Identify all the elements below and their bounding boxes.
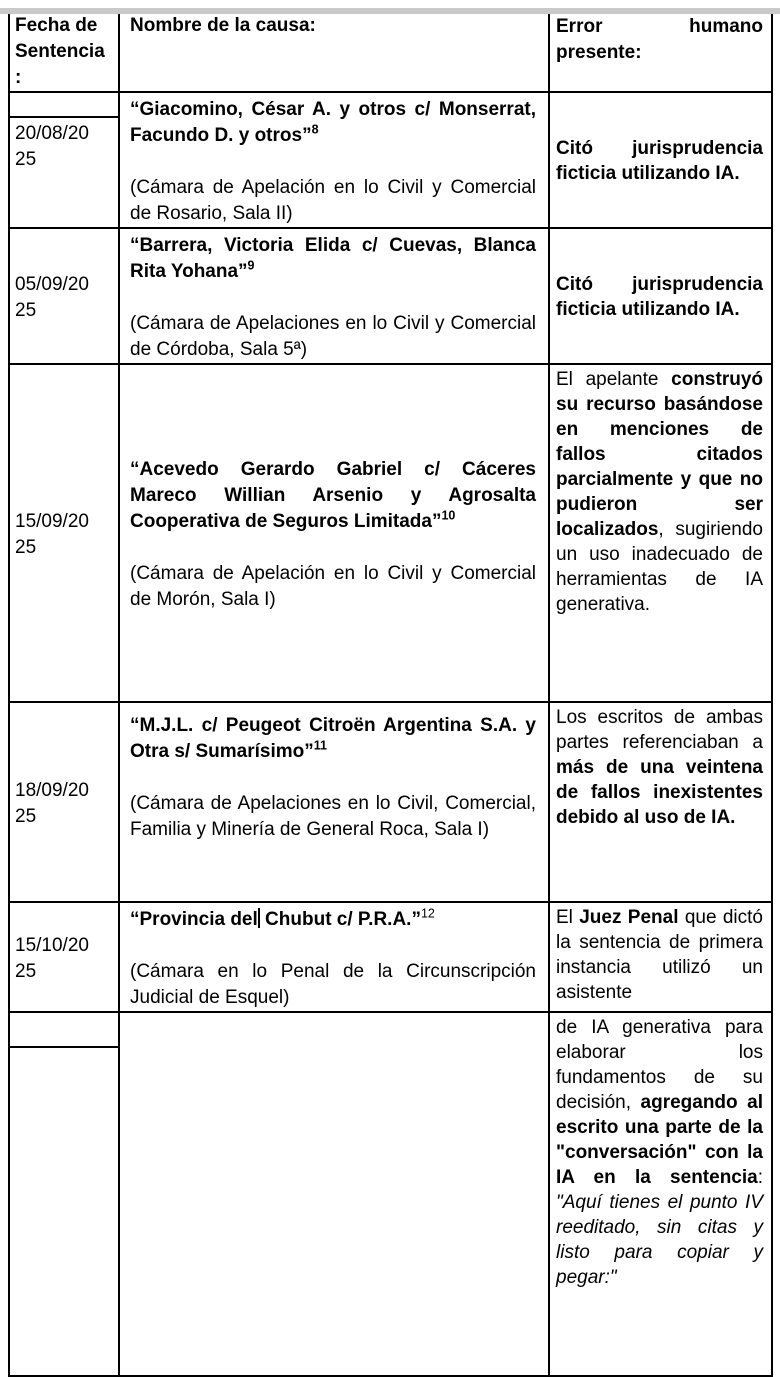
table-row bbox=[9, 364, 772, 702]
case-cell bbox=[119, 902, 549, 1012]
cases-table bbox=[8, 8, 773, 1377]
footnote-marker: 11 bbox=[313, 738, 327, 753]
header-nombre-causa: Nombre de la causa: bbox=[119, 9, 549, 92]
date-cell bbox=[9, 364, 119, 702]
table-row bbox=[9, 1012, 772, 1047]
case-name: “Acevedo Gerardo Gabriel c/ Cáceres Mareco Willian Arsenio y Agrosalta Cooperativa de Seguros Limitada”$^{10}$ bbox=[130, 458, 536, 532]
date-cell bbox=[9, 902, 119, 1012]
case-cell bbox=[119, 702, 549, 902]
error-text: El apelante construyó su recurso basándose en menciones de fallos citados parcialmente y que no pudieron ser localizados, sugiriendo un uso inadecuado de herramientas de IA generativa. bbox=[556, 369, 763, 615]
footnote-marker: 10 bbox=[441, 508, 456, 523]
case-court: (Cámara de Apelación en lo Civil y Comercial de Morón, Sala I) bbox=[130, 562, 536, 610]
error-text: Los escritos de ambas partes referenciaban a más de una veintena de fallos inexistentes debido al uso de IA. bbox=[556, 707, 763, 828]
case-cell bbox=[119, 92, 549, 228]
footnote-marker: 8 bbox=[311, 122, 319, 137]
error-cell bbox=[549, 1012, 772, 1376]
case-name: “Barrera, Victoria Elida c/ Cuevas, Blanca Rita Yohana”$^9$ bbox=[130, 235, 536, 282]
spacer-cell bbox=[9, 1012, 119, 1047]
date-text: 20/08/2025 bbox=[15, 123, 89, 171]
date-cell bbox=[9, 228, 119, 364]
footnote-marker: 9 bbox=[247, 258, 255, 273]
header-error-humano: Error humano presente: bbox=[549, 9, 772, 92]
table-row bbox=[9, 702, 772, 902]
date-text: 15/09/2025 bbox=[15, 510, 89, 558]
table-row bbox=[9, 902, 772, 1012]
header-row bbox=[9, 9, 772, 92]
spacer-cell bbox=[9, 92, 119, 117]
header-fecha-sentencia: Fecha de Sentencia: bbox=[9, 9, 119, 92]
error-cell bbox=[549, 364, 772, 702]
date-text: 05/09/2025 bbox=[15, 273, 89, 321]
case-court: (Cámara de Apelación en lo Civil y Comercial de Rosario, Sala II) bbox=[130, 177, 536, 224]
case-court: (Cámara de Apelaciones en lo Civil, Comercial, Familia y Minería de General Roca, Sala I) bbox=[130, 793, 536, 840]
case-name: “Provincia del Chubut c/ P.R.A.”$^{12}$ bbox=[130, 906, 435, 930]
date-text: 15/10/2025 bbox=[15, 934, 89, 982]
error-cell bbox=[549, 228, 772, 364]
date-cell bbox=[9, 702, 119, 902]
error-text: de IA generativa para elaborar los fundamentos de su decisión, agregando al escrito una parte de la "conversación" con la IA en la sentencia: "Aquí tienes el punto IV reeditado, sin citas y listo para copiar y pegar:" bbox=[556, 1017, 763, 1288]
error-cell bbox=[549, 702, 772, 902]
error-text: Citó jurisprudencia ficticia utilizando IA. bbox=[556, 274, 763, 320]
error-cell bbox=[549, 92, 772, 228]
empty-case-cell bbox=[119, 1012, 549, 1376]
error-text: Citó jurisprudencia ficticia utilizando IA. bbox=[556, 138, 763, 184]
error-cell bbox=[549, 902, 772, 1012]
date-cell bbox=[9, 117, 119, 228]
table-row bbox=[9, 228, 772, 364]
case-name: “M.J.L. c/ Peugeot Citroën Argentina S.A. y Otra s/ Sumarísimo”$^{11}$ bbox=[130, 715, 536, 762]
footnote-marker: 12 bbox=[420, 906, 435, 921]
case-cell bbox=[119, 364, 549, 702]
error-text: El Juez Penal que dictó la sentencia de primera instancia utilizó un asistente bbox=[556, 907, 763, 1003]
case-court: (Cámara de Apelaciones en lo Civil y Comercial de Córdoba, Sala 5ª) bbox=[130, 313, 536, 360]
spacer-cell bbox=[9, 1047, 119, 1376]
case-cell bbox=[119, 228, 549, 364]
case-court: (Cámara en lo Penal de la Circunscripción Judicial de Esquel) bbox=[130, 961, 536, 1008]
date-text: 18/09/2025 bbox=[15, 779, 89, 827]
table-row bbox=[9, 92, 772, 117]
case-name: “Giacomino, César A. y otros c/ Monserrat, Facundo D. y otros”$^8$ bbox=[130, 99, 536, 146]
window-top-strip bbox=[0, 8, 780, 14]
